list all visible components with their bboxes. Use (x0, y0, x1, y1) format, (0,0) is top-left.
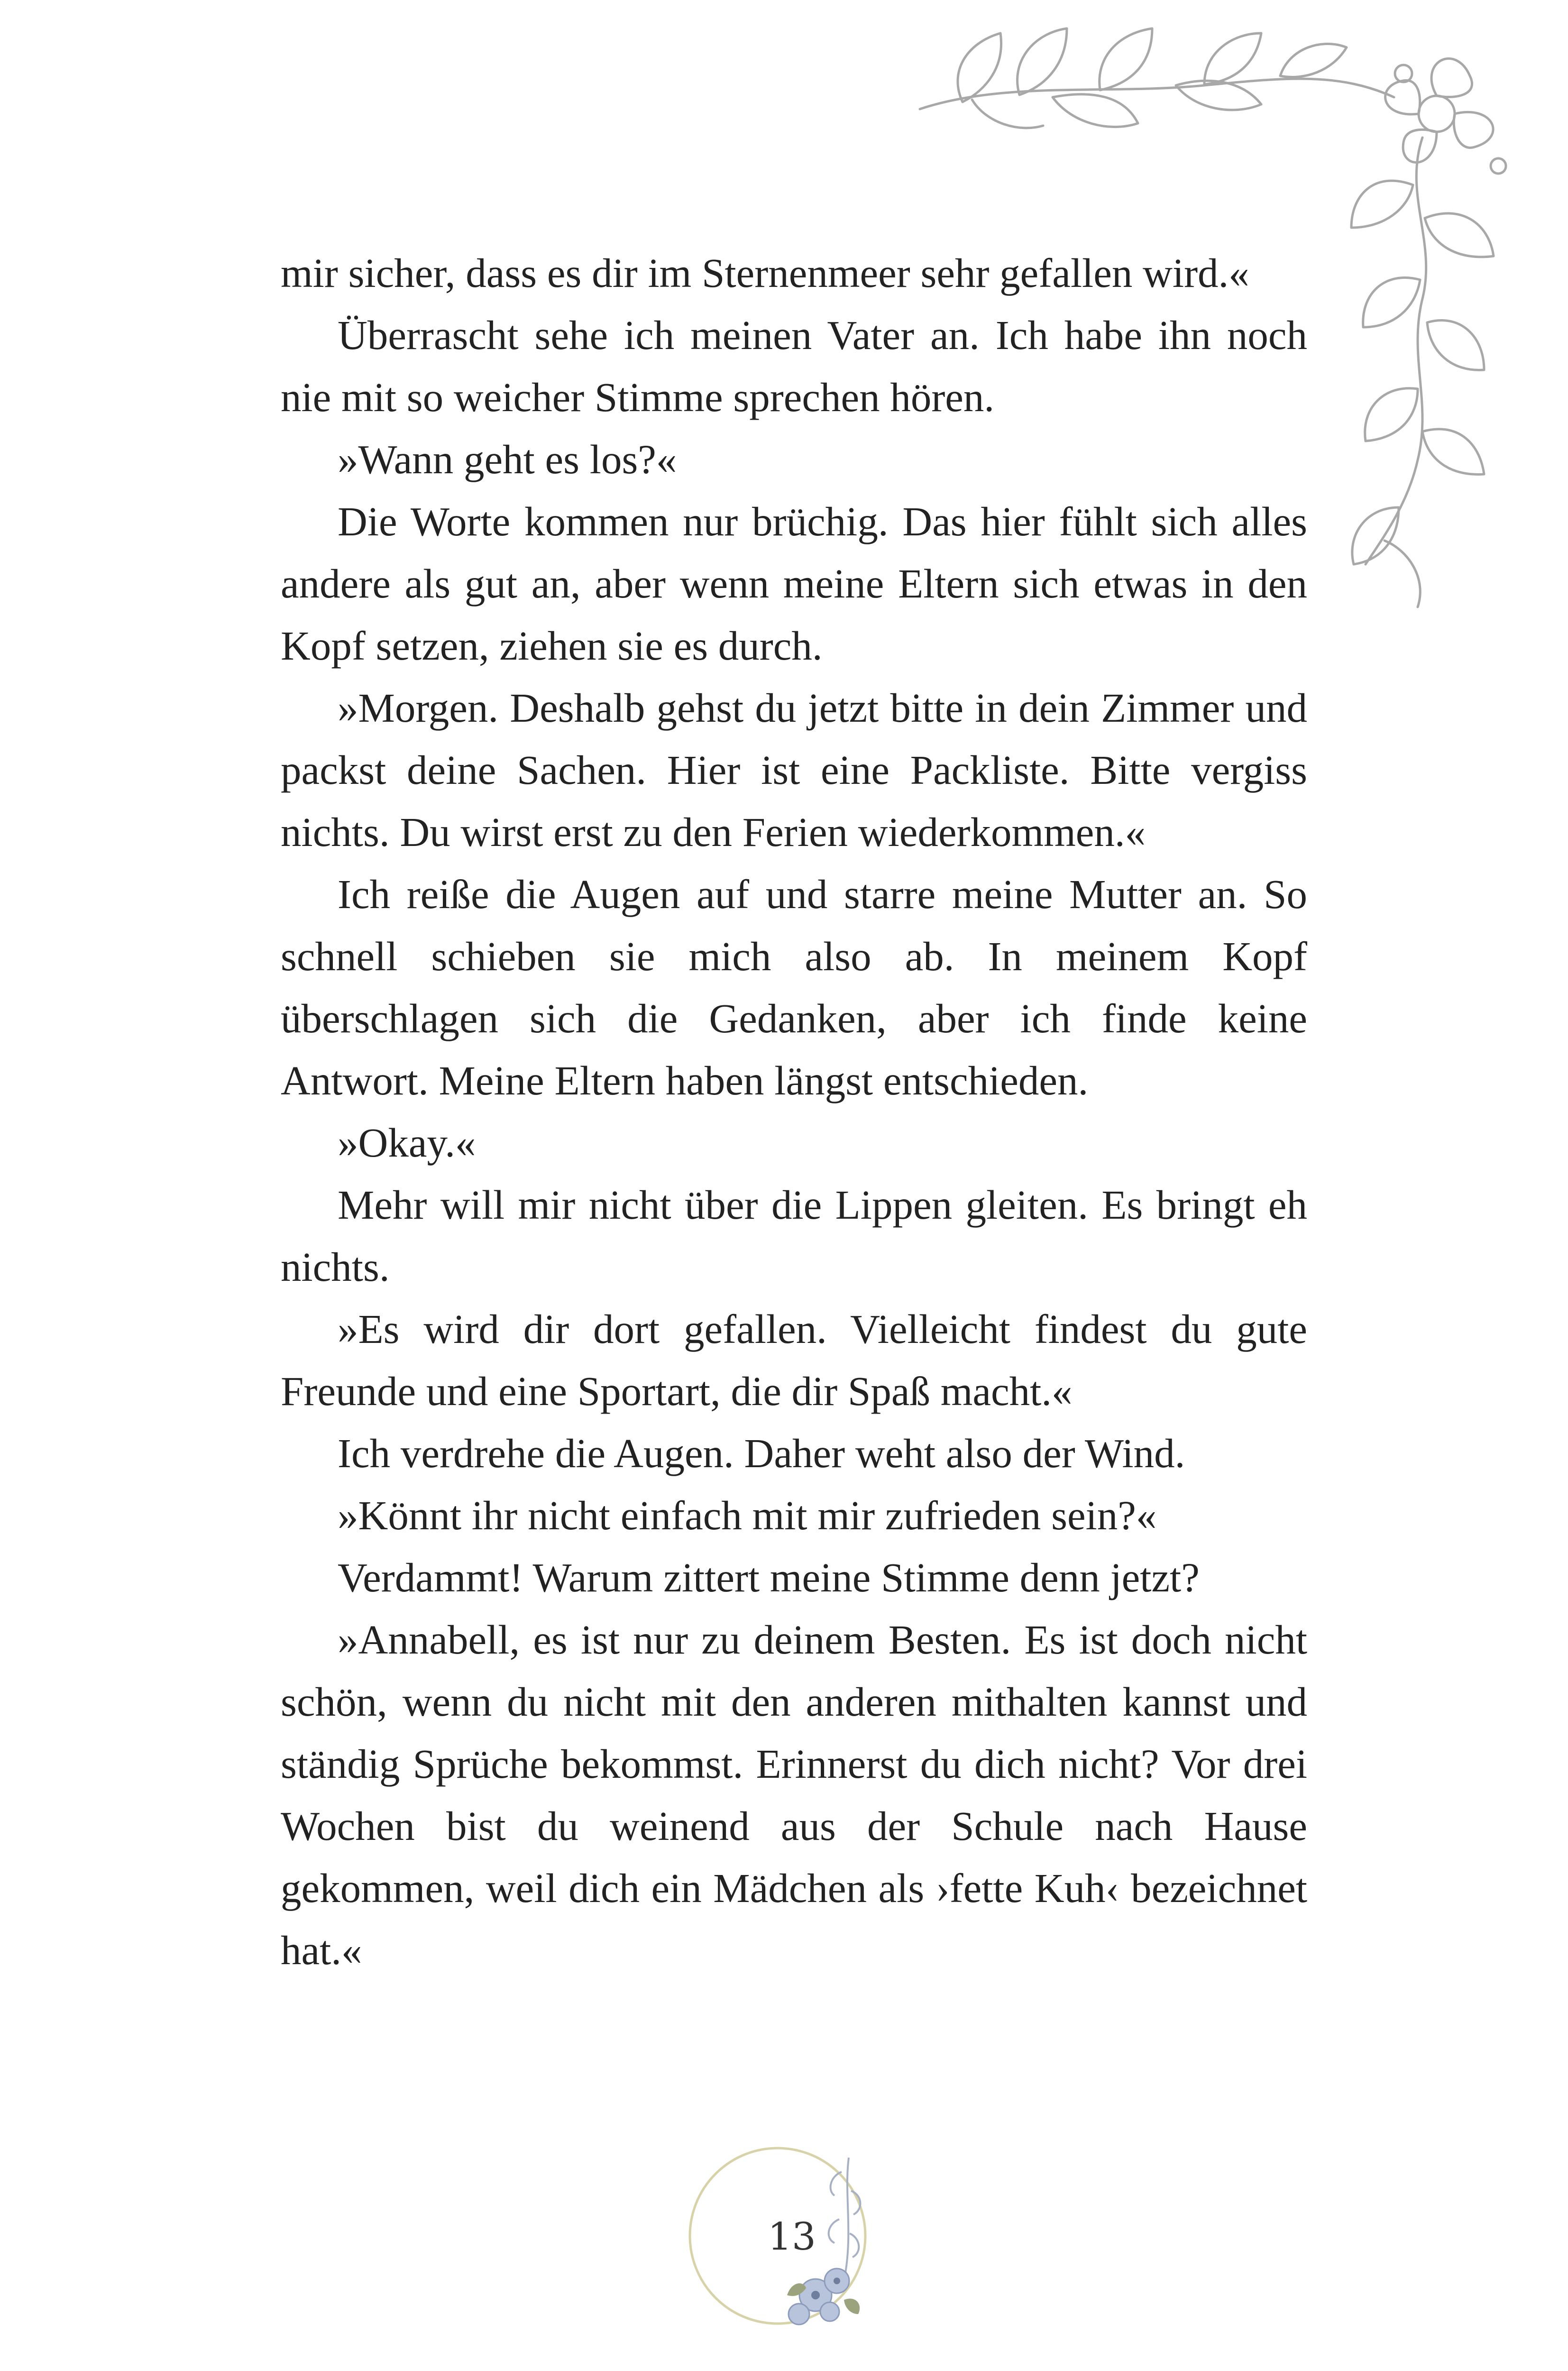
paragraph: »Morgen. Deshalb gehst du jetzt bitte in dein Zimmer und packst deine Sachen. Hier ist eine Packliste. Bitte vergiss nichts. Du wirst erst zu den Ferien wiederkommen.« (281, 685, 1307, 855)
paragraph: »Wann geht es los?« (338, 436, 677, 482)
paragraph: »Annabell, es ist nur zu deinem Besten. Es ist doch nicht schön, wenn du nicht mit den anderen mithalten kannst und ständig Sprüche bekommst. Erinnerst du dich nicht? Vor drei Wochen bist du weinend aus der Schule nach Hause gekommen, weil dich ein Mädchen als ›fette Kuh‹ bezeichnet hat.« (281, 1617, 1307, 1973)
paragraph: Mehr will mir nicht über die Lippen gleiten. Es bringt eh nichts. (281, 1182, 1307, 1290)
body-text (281, 242, 1307, 1981)
paragraph: Die Worte kommen nur brüchig. Das hier fühlt sich alles andere als gut an, aber wenn meine Eltern sich etwas in den Kopf setzen, ziehen sie es durch. (281, 498, 1307, 669)
paragraph: »Es wird dir dort gefallen. Vielleicht findest du gute Freunde und eine Sportart, die dir Spaß macht.« (281, 1306, 1307, 1414)
page-number: 13 (768, 2215, 816, 2259)
paragraph: Ich reiße die Augen auf und starre meine Mutter an. So schnell schieben sie mich also ab. In meinem Kopf überschlagen sich die Gedanken, aber ich finde keine Antwort. Meine Eltern haben längst entschieden. (281, 871, 1307, 1103)
paragraph: mir sicher, dass es dir im Sternenmeer sehr gefallen wird.« (281, 250, 1249, 296)
paragraph: Überrascht sehe ich meinen Vater an. Ich habe ihn noch nie mit so weicher Stimme sprechen hören. (281, 312, 1307, 420)
paragraph: »Okay.« (338, 1120, 476, 1166)
paragraph: »Könnt ihr nicht einfach mit mir zufrieden sein?« (338, 1492, 1157, 1538)
paragraph: Verdammt! Warum zittert meine Stimme denn jetzt? (338, 1554, 1200, 1600)
paragraph: Ich verdrehe die Augen. Daher weht also der Wind. (338, 1430, 1185, 1476)
